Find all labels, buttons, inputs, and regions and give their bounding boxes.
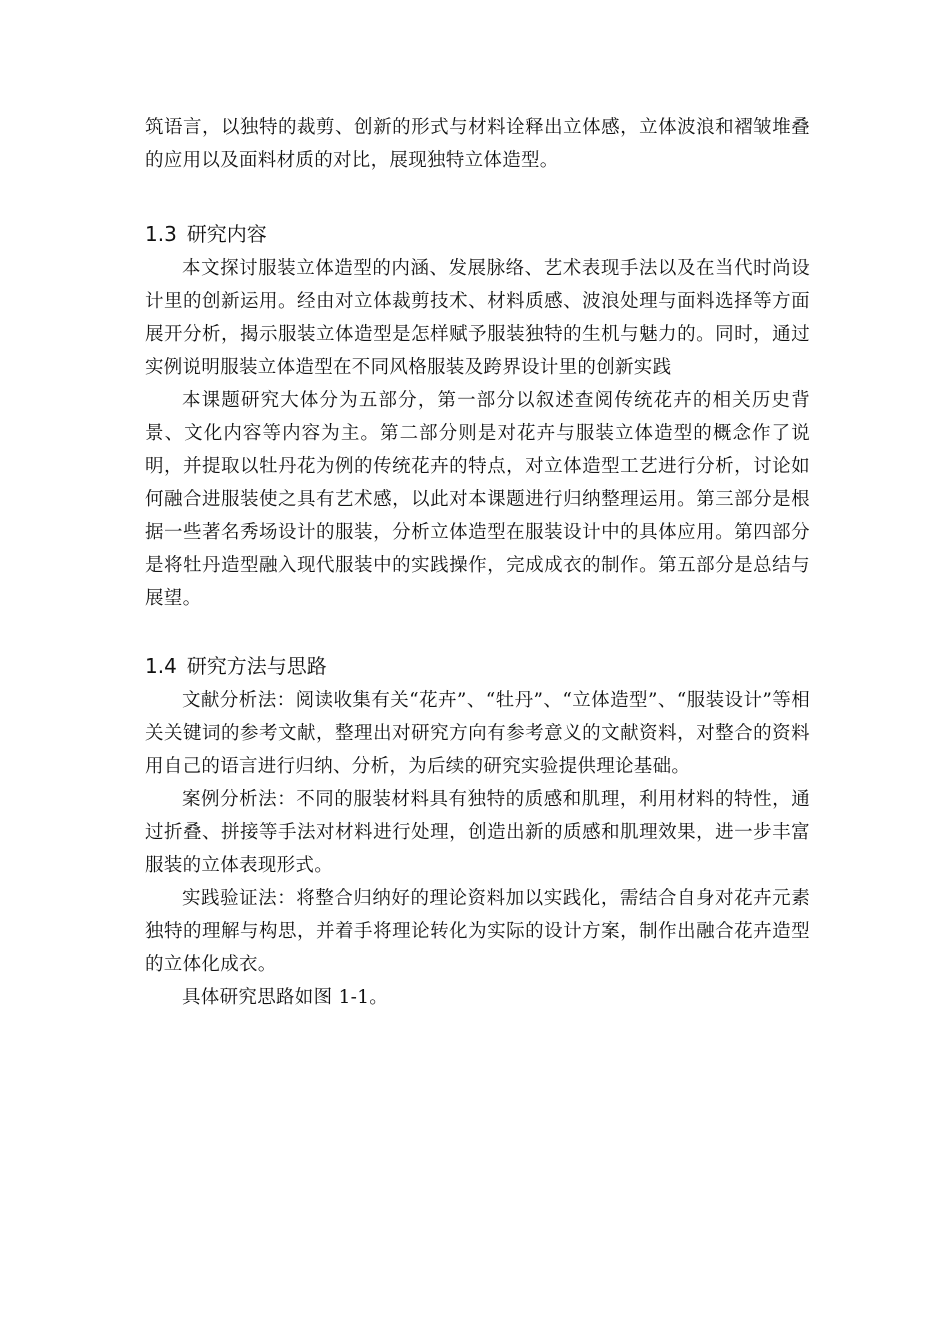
- paragraph-1-4-4: 具体研究思路如图 1-1。: [182, 987, 389, 1008]
- paragraph-1-4-2: 案例分析法：不同的服装材料具有独特的质感和肌理，利用材料的特性，通过折叠、拼接等手法对材料进行处理，创造出新的质感和肌理效果，进一步丰富服装的立体表现形式。: [145, 789, 810, 876]
- section-heading-1-4: [145, 651, 327, 681]
- paragraph-1-4-3: 实践验证法：将整合归纳好的理论资料加以实践化，需结合自身对花卉元素独特的理解与构思，并着手将理论转化为实际的设计方案，制作出融合花卉造型的立体化成衣。: [145, 888, 810, 975]
- section-title: 研究内容: [186, 222, 267, 246]
- section-number: 1.4: [145, 654, 177, 678]
- paragraph-1-4-1: 文献分析法：阅读收集有关“花卉”、“牡丹”、“立体造型”、“服装设计”等相关关键词的参考文献，整理出对研究方向有参考意义的文献资料，对整合的资料用自己的语言进行归纳、分析，为后续的研究实验提供理论基础。: [145, 690, 810, 777]
- paragraph-1-3-1: 本文探讨服装立体造型的内涵、发展脉络、艺术表现手法以及在当代时尚设计里的创新运用。经由对立体裁剪技术、材料质感、波浪处理与面料选择等方面展开分析，揭示服装立体造型是怎样赋予服装独特的生机与魅力的。同时，通过实例说明服装立体造型在不同风格服装及跨界设计里的创新实践: [145, 258, 810, 378]
- section-title: 研究方法与思路: [186, 654, 327, 678]
- section-number: 1.3: [145, 222, 177, 246]
- paragraph-1-3-2: 本课题研究大体分为五部分，第一部分以叙述查阅传统花卉的相关历史背景、文化内容等内容为主。第二部分则是对花卉与服装立体造型的概念作了说明，并提取以牡丹花为例的传统花卉的特点，对立体造型工艺进行分析，讨论如何融合进服装使之具有艺术感，以此对本课题进行归纳整理运用。第三部分是根据一些著名秀场设计的服装，分析立体造型在服装设计中的具体应用。第四部分是将牡丹造型融入现代服装中的实践操作，完成成衣的制作。第五部分是总结与展望。: [145, 390, 810, 609]
- section-heading-1-3: [145, 219, 267, 249]
- continuation-paragraph: 筑语言，以独特的裁剪、创新的形式与材料诠释出立体感，立体波浪和褶皱堆叠的应用以及面料材质的对比，展现独特立体造型。: [145, 117, 810, 171]
